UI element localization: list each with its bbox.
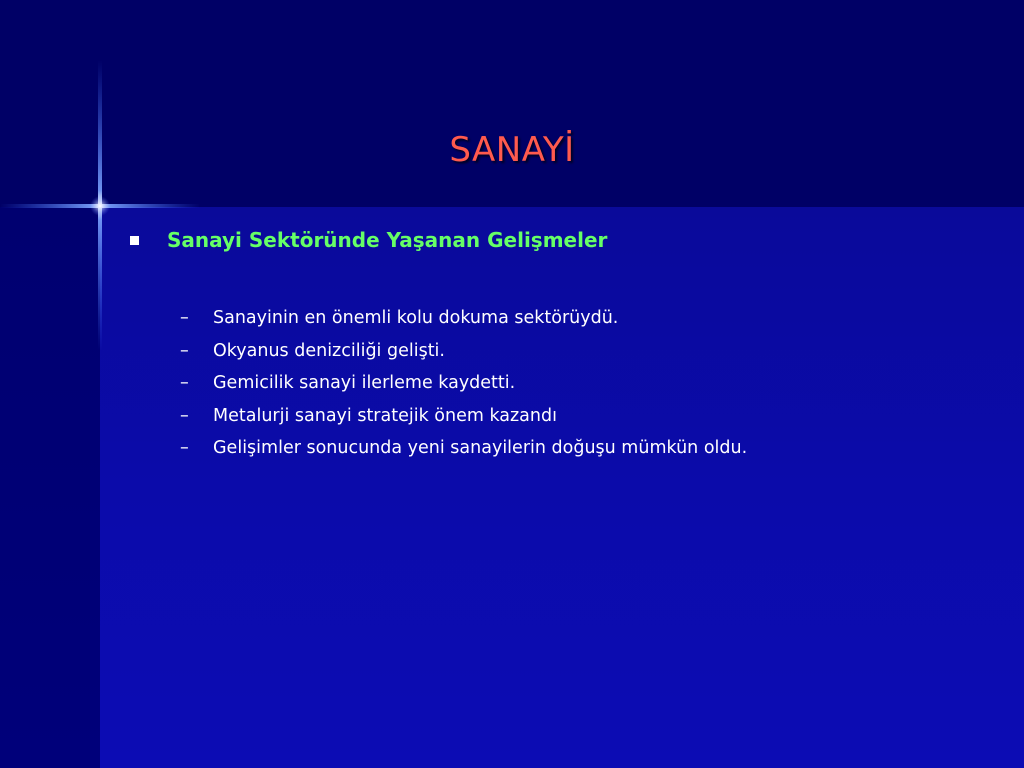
slide-title: SANAYİ — [449, 130, 575, 170]
sub-bullet-text: Gemicilik sanayi ilerleme kaydetti. — [213, 373, 516, 394]
main-bullet-text: Sanayi Sektöründe Yaşanan Gelişmeler — [167, 228, 608, 252]
sub-bullet-item — [180, 335, 747, 368]
background-main-panel — [100, 207, 1024, 768]
sub-bullet-text: Gelişimler sonucunda yeni sanayilerin doğuşu mümkün oldu. — [213, 438, 748, 459]
dash-bullet-icon: – — [180, 373, 189, 394]
dash-bullet-icon: – — [180, 438, 189, 459]
sub-bullet-text: Sanayinin en önemli kolu dokuma sektörüydü. — [213, 308, 619, 329]
square-bullet-icon — [130, 236, 139, 245]
sub-bullet-text: Metalurji sanayi stratejik önem kazandı — [213, 405, 557, 426]
dash-bullet-icon: – — [180, 308, 189, 329]
sub-bullet-item — [180, 432, 747, 465]
dash-bullet-icon: – — [180, 340, 189, 361]
background-top-band — [0, 0, 1024, 207]
sub-bullet-list — [180, 302, 747, 465]
sub-bullet-item — [180, 302, 747, 335]
background-left-band — [0, 207, 100, 768]
sub-bullet-item — [180, 400, 747, 433]
sub-bullet-text: Okyanus denizciliği gelişti. — [213, 340, 445, 361]
dash-bullet-icon: – — [180, 405, 189, 426]
sub-bullet-item — [180, 367, 747, 400]
main-bullet — [130, 228, 607, 252]
